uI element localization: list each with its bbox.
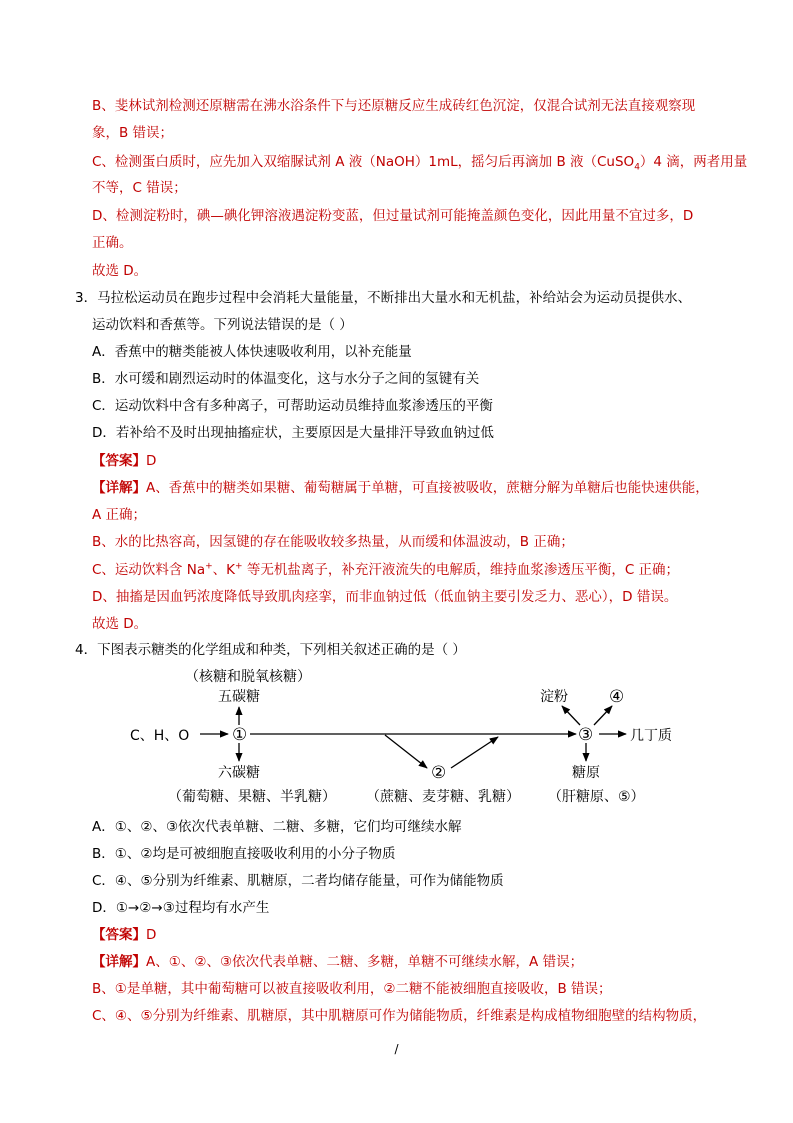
q3-choose: 故选 D。	[92, 616, 148, 632]
q4-option-b: B．①、②均是可被细胞直接吸收利用的小分子物质	[92, 846, 396, 862]
q3-explain-c-sup2: +	[235, 561, 243, 572]
q2-explain-b-line2: 象，B 错误；	[92, 125, 174, 141]
hexose-note: （葡萄糖、果糖、半乳糖）	[168, 789, 336, 805]
q3-option-c: C．运动饮料中含有多种离子，可帮助运动员维持血浆渗透压的平衡	[92, 398, 493, 414]
q2-explain-c-text: C、检测蛋白质时，应先加入双缩脲试剂 A 液（NaOH）1mL，摇匀后再滴加 B 液（CuSO	[92, 154, 635, 170]
q3-answer-label: 【答案】	[92, 453, 146, 469]
q2-explain-c-subscript: 4	[634, 162, 640, 173]
page-number: /	[394, 1042, 399, 1056]
q4-option-a: A．①、②、③依次代表单糖、二糖、多糖，它们均可继续水解	[92, 819, 462, 835]
q2-explain-d-line2: 正确。	[92, 235, 133, 251]
q4-option-c: C．④、⑤分别为纤维素、肌糖原，二者均储存能量，可作为储能物质	[92, 873, 504, 889]
pentose-note: （核糖和脱氧核糖）	[185, 669, 311, 685]
starch-label: 淀粉	[540, 689, 568, 705]
q3-explain-b: B、水的比热容高，因氢键的存在能吸收较多热量，从而缓和体温波动，B 正确；	[92, 534, 574, 550]
q3-stem-line1: 3．马拉松运动员在跑步过程中会消耗大量能量，不断排出大量水和无机盐，补给站会为运动员提供水、	[75, 290, 692, 306]
q3-explain-c-text1: C、运动饮料含 Na	[92, 562, 206, 578]
q3-explain-a-text: A、香蕉中的糖类如果糖、葡萄糖属于单糖，可直接被吸收，蔗糖分解为单糖后也能快速供能，	[146, 480, 709, 496]
q3-answer	[92, 451, 156, 471]
node-4: ④	[609, 687, 625, 707]
q3-explain-c	[92, 560, 679, 580]
q3-option-b: B．水可缓和剧烈运动时的体温变化，这与水分子之间的氢键有关	[92, 371, 480, 387]
q4-explain-a	[92, 952, 583, 972]
q2-explain-c-line1	[92, 152, 747, 172]
elements-label: C、H、O	[130, 728, 190, 744]
arrow-2-to-3	[451, 737, 498, 768]
q3-explain-c-sup1: +	[205, 561, 213, 572]
node-2: ②	[431, 763, 447, 783]
q2-explain-b-line1: B、斐林试剂检测还原糖需在沸水浴条件下与还原糖反应生成砖红色沉淀，仅混合试剂无法直接观察现	[92, 98, 696, 114]
q3-stem-line2: 运动饮料和香蕉等。下列说法错误的是（ ）	[92, 317, 353, 333]
q3-explain-c-text2: 、K	[212, 562, 235, 578]
glycogen-label: 糖原	[572, 765, 600, 781]
q2-choose: 故选 D。	[92, 263, 148, 279]
q3-explain-c-text3: 等无机盐离子，补充汗液流失的电解质，维持血浆渗透压平衡，C 正确；	[242, 562, 680, 578]
q4-explain-c: C、④、⑤分别为纤维素、肌糖原，其中肌糖原可作为储能物质，纤维素是构成植物细胞壁的结构物质，	[92, 1008, 707, 1024]
chitin-label: 几丁质	[630, 728, 672, 744]
arrow-to-2	[385, 735, 427, 768]
node-1: ①	[232, 725, 248, 745]
q4-option-d: D．①→②→③过程均有水产生	[92, 900, 270, 916]
glycogen-note: （肝糖原、⑤）	[548, 789, 645, 805]
q3-answer-value: D	[146, 453, 157, 469]
arrow-3-to-4	[594, 706, 612, 725]
q4-stem: 4．下图表示糖类的化学组成和种类，下列相关叙述正确的是（ ）	[75, 642, 466, 658]
q4-explain-label: 【详解】	[92, 954, 146, 970]
q4-explain-a-text: A、①、②、③依次代表单糖、二糖、多糖，单糖不可继续水解，A 错误；	[146, 954, 584, 970]
hexose-label: 六碳糖	[218, 765, 260, 781]
arrow-3-to-starch	[562, 706, 580, 725]
q3-explain-a-line1	[92, 478, 709, 498]
node-3: ③	[578, 725, 594, 745]
q4-explain-b: B、①是单糖，其中葡萄糖可以被直接吸收利用，②二糖不能被细胞直接吸收，B 错误；	[92, 981, 612, 997]
q2-explain-d-line1: D、检测淀粉时，碘—碘化钾溶液遇淀粉变蓝，但过量试剂可能掩盖颜色变化，因此用量不宜过多，D	[92, 208, 694, 224]
q3-explain-a-line2: A 正确；	[92, 507, 147, 523]
carbohydrate-diagram	[120, 664, 720, 814]
q3-explain-label: 【详解】	[92, 480, 146, 496]
q2-explain-c-line2: 不等，C 错误；	[92, 180, 187, 196]
q3-explain-d: D、抽搐是因血钙浓度降低导致肌肉痉挛，而非血钠过低（低血钠主要引发乏力、恶心），D 错误。	[92, 589, 678, 605]
q3-option-a: A．香蕉中的糖类能被人体快速吸收利用，以补充能量	[92, 344, 412, 360]
q4-answer-value: D	[146, 927, 157, 943]
q2-explain-c-text-end: ）4 滴，两者用量	[639, 154, 748, 170]
pentose-label: 五碳糖	[218, 689, 260, 705]
node-2-note: （蔗糖、麦芽糖、乳糖）	[366, 789, 520, 805]
q4-answer	[92, 925, 156, 945]
q3-option-d: D．若补给不及时出现抽搐症状，主要原因是大量排汗导致血钠过低	[92, 425, 494, 441]
q4-answer-label: 【答案】	[92, 927, 146, 943]
